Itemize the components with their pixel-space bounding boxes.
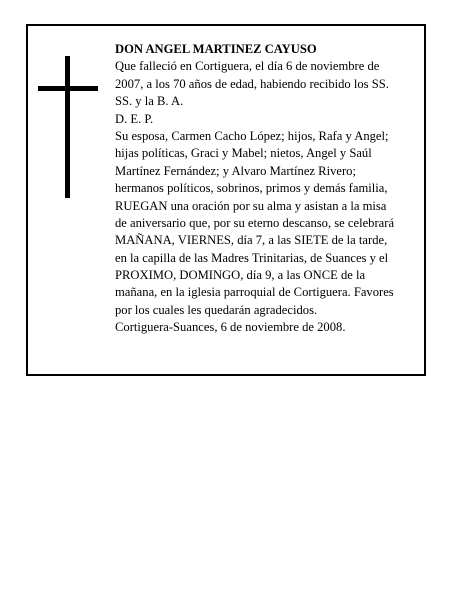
place-date-line: Cortiguera-Suances, 6 de noviembre de 2008. [115,320,346,335]
rest-in-peace-line: D. E. P. [115,111,154,126]
notice-line: Que falleció en Cortiguera, el día 6 de noviembre de [115,59,380,74]
notice-line: Su esposa, Carmen Cacho López; hijos, Rafa y Angel; [115,128,389,143]
notice-line: de aniversario que, por su eterno descanso, se celebrará [115,215,395,230]
cross-vertical-bar [65,56,70,198]
deceased-name: DON ANGEL MARTINEZ CAYUSO [115,42,317,56]
notice-line: por los cuales les quedarán agradecidos. [115,302,318,317]
notice-text [115,41,420,337]
notice-line: PROXIMO, DOMINGO, día 9, a las ONCE de la [115,268,366,283]
notice-line: RUEGAN una oración por su alma y asistan a la misa [115,198,387,213]
cross-icon [38,56,98,198]
notice-line: mañana, en la iglesia parroquial de Cortiguera. Favores [115,285,394,300]
notice-line: hermanos políticos, sobrinos, primos y demás familia, [115,181,388,196]
notice-line: hijas políticas, Graci y Mabel; nietos, Angel y Saúl [115,146,372,161]
obituary-notice [26,24,426,376]
notice-line: 2007, a los 70 años de edad, habiendo recibido los SS. [115,76,389,91]
notice-line: MAÑANA, VIERNES, día 7, a las SIETE de la tarde, [115,233,388,248]
cross-horizontal-bar [38,86,98,91]
notice-line: SS. y la B. A. [115,94,184,109]
notice-line: Martínez Fernández; y Alvaro Martínez Rivero; [115,163,356,178]
notice-line: en la capilla de las Madres Trinitarias, de Suances y el [115,250,389,265]
